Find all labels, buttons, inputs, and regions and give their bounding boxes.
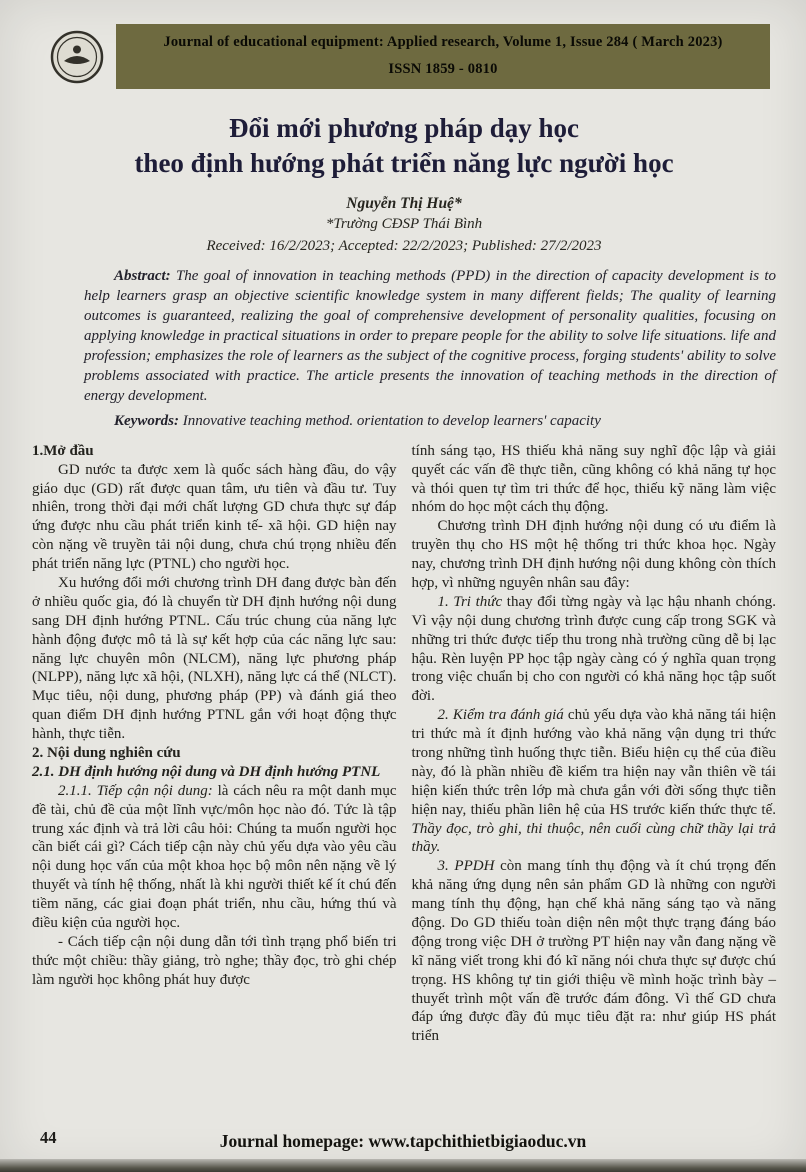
left-column (32, 442, 397, 1047)
paragraph: 3. PPDH còn mang tính thụ động và ít chú trọng đến khả năng ứng dụng nên sản phẩm GD là những con người mang tính thụ động, hạn chế khả năng sáng tạo và năng động. Do GD thiếu toàn diện nên một thực trạng đáng báo động trong việc DH ở trường PT hiện nay vẫn đang nặng về kĩ năng viết trong khi đó kĩ năng nói chưa thực sự được chú trọng. HS không tự tin giới thiệu về mình hoặc trình bày – thuyết trình một vấn đề trước đám đông. Vì thế GD chưa đáp ứng được đầy đủ mục tiêu đặt ra: như giúp HS phát triển (411, 858, 776, 1045)
subsection-heading-2-1: 2.1. DH định hướng nội dung và DH định hướng PTNL (32, 763, 381, 780)
article-title-line2: theo định hướng phát triển năng lực người học (134, 148, 674, 179)
paragraph: - Cách tiếp cận nội dung dẫn tới tình trạng phổ biến tri thức một chiều: thầy giảng, trò nghe; thầy đọc, trò ghi chép làm người học không phát huy được (32, 933, 397, 988)
journal-issn: ISSN 1859 - 0810 (388, 61, 498, 77)
keywords (84, 413, 776, 430)
homepage-label: Journal homepage: (219, 1131, 369, 1151)
journal-logo-icon (50, 30, 104, 84)
page-number: 44 (40, 1128, 57, 1147)
section-heading-1: 1.Mở đầu (32, 442, 94, 459)
paragraph-tail: Thầy đọc, trò ghi, thi thuộc, nên cuối cùng chữ thầy lại trả thầy. (411, 820, 776, 856)
keywords-text: Innovative teaching method. orientation to develop learners' capacity (179, 412, 601, 429)
abstract (84, 267, 776, 407)
abstract-label: Abstract: (114, 268, 171, 285)
abstract-text: The goal of innovation in teaching methods (PPD) in the direction of capacity development is to help learners grasp an objective scientific knowledge system in many different fields; The quality of learning outcomes is guaranteed, realizing the goal of comprehensive development of personality qualities, focusing on applying knowledge in practical situations in order to prepare people for the ability to solve life situations. life and profession; emphasizes the role of learners as the subject of the cognitive process, forging students' ability to solve problems associated with practice. The article presents the innovation of teaching methods in the direction of energy development. (84, 268, 776, 404)
journal-homepage (0, 1131, 806, 1152)
journal-banner-title: Journal of educational equipment: Applied research, Volume 1, Issue 284 ( March 2023) (163, 34, 723, 50)
scan-edge-strip (0, 1159, 806, 1172)
paragraph: Chương trình DH định hướng nội dung có ưu điểm là truyền thụ cho HS một hệ thống tri thức khoa học. Ngày nay, chương trình DH định hướng nội dung không còn thích hợp, vì những nguyên nhân sau đây: (411, 518, 776, 591)
paragraph-lead: 1. Tri thức (437, 593, 503, 610)
paragraph: 1. Tri thức thay đổi từng ngày và lạc hậu nhanh chóng. Vì vậy nội dung chương trình được cung cấp trong SGK và những tri thức được tiếp thu trong nhà trường cũng dễ bị lạc hậu. Rèn luyện PP học tập ngày càng có ý nghĩa quan trọng trong việc chuẩn bị cho con người có khả năng học tập suốt đời. (411, 593, 776, 705)
paragraph: 2. Kiểm tra đánh giá chủ yếu dựa vào khả năng tái hiện tri thức mà ít định hướng vào khả năng vận dụng tri thức trong những tình huống thực tiễn. Biểu hiện cụ thể của điều này, đó là phần nhiều đề kiểm tra hiện nay vẫn thiên về tái hiện kiến thức trên lớp mà chưa gắn với đời sống thực tiễn hiện nay, thiếu phần liên hệ của HS trước kiến thức thực tế. Thầy đọc, trò ghi, thi thuộc, nên cuối cùng chữ thầy lại trả thầy. (411, 707, 776, 856)
paragraph-lead: 3. PPDH (437, 858, 495, 875)
page-header (50, 24, 770, 89)
paragraph-lead: 2.1.1. Tiếp cận nội dung: (58, 782, 213, 799)
author-name: Nguyễn Thị Huệ* (346, 195, 462, 213)
author-affiliation: *Trường CĐSP Thái Bình (325, 216, 483, 233)
paragraph: Xu hướng đổi mới chương trình DH đang được bàn đến ở nhiều quốc gia, đó là chuyển từ DH định hướng nội dung sang DH định hướng PTNL. Cấu trúc chung của năng lực hành động được mô tả là sự kết hợp của các năng lực sau: năng lực chuyên môn (NLCM), năng lực phương pháp (NLPP), năng lực xã hội, (NLXH), năng lực cá thể (NLCT). Mục tiêu, nội dung, phương pháp (PP) và đánh giá theo quan điểm DH định hướng PTNL gắn với hoạt động thực hành, thực tiễn. (32, 574, 397, 743)
keywords-label: Keywords: (114, 412, 179, 429)
paragraph: 2.1.1. Tiếp cận nội dung: là cách nêu ra một danh mục đề tài, chủ đề của một lĩnh vực/môn học nào đó. Tức là tập trung xác định và trả lời câu hỏi: Chúng ta muốn người học cần biết cái gì? Cách tiếp cận này chủ yếu dựa vào yêu cầu nội dung học vấn của một khoa học bộ môn nên nặng về lý thuyết và tính hệ thống, nhất là khi người thiết kế ít chú đến tiềm năng, các giai đoạn phát triển, nhu cầu, hứng thú và điều kiện của người học. (32, 782, 397, 932)
body-columns (32, 442, 776, 1047)
article-title-line1: Đổi mới phương pháp dạy học (229, 113, 579, 143)
paragraph: GD nước ta được xem là quốc sách hàng đầu, do vậy giáo dục (GD) rất được quan tâm, ưu tiên và đầu tư. Tuy nhiên, trong thời đại mới chất lượng GD chưa thực sự đáp ứng được nhu cầu phát triển kinh tế- xã hội. GD hiện nay còn nặng về truyền tải nội dung, chưa chú trọng nhiều đến phát triển năng lực (PTNL) cho người học. (32, 461, 397, 573)
article-title (32, 111, 776, 181)
right-column (412, 442, 777, 1047)
homepage-url: www.tapchithietbigiaoduc.vn (368, 1131, 587, 1151)
paragraph-lead: 2. Kiểm tra đánh giá (437, 707, 564, 724)
paragraph: tính sáng tạo, HS thiếu khả năng suy nghĩ độc lập và giải quyết các vấn đề thực tiễn, cũng không có khả năng tự học và thói quen tự tìm tri thức để học, thiếu kỹ năng làm việc nhóm do học một cách thụ động. (411, 442, 776, 516)
article-dates: Received: 16/2/2023; Accepted: 22/2/2023; Published: 27/2/2023 (206, 238, 602, 255)
journal-banner (116, 24, 770, 89)
section-heading-2: 2. Nội dung nghiên cứu (32, 745, 181, 761)
